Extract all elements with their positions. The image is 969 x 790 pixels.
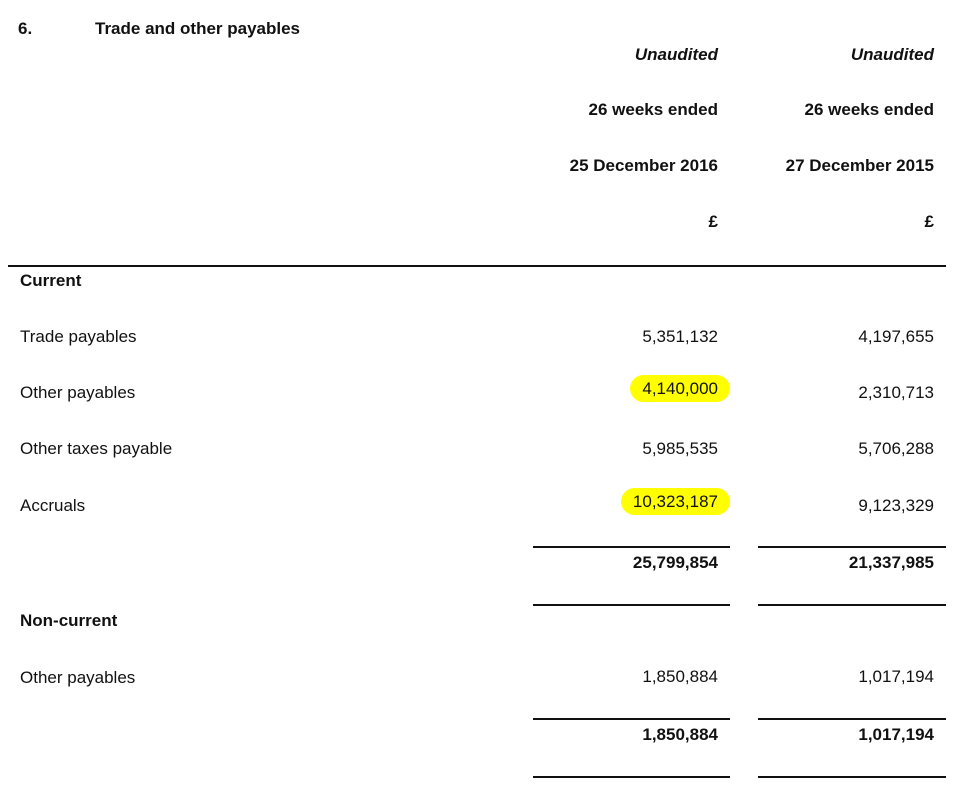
other-payables-2016: 4,140,000	[630, 375, 730, 402]
row-label-trade-payables: Trade payables	[20, 327, 137, 346]
non-current-total-bottom-rule-col2	[758, 776, 946, 778]
non-current-total-bottom-rule-col1	[533, 776, 730, 778]
col2-status: Unaudited	[850, 45, 934, 64]
non-current-total-top-rule-col1	[533, 718, 730, 720]
current-total-2016: 25,799,854	[632, 553, 718, 572]
col1-period: 26 weeks ended	[588, 100, 718, 119]
other-payables-2016-highlight	[630, 379, 730, 399]
non-current-other-payables-2015: 1,017,194	[858, 667, 934, 686]
row-label-non-current-other-payables: Other payables	[20, 668, 136, 687]
note-title: Trade and other payables	[95, 19, 301, 38]
row-label-other-payables: Other payables	[20, 383, 136, 402]
accruals-2016-highlight	[621, 492, 730, 512]
trade-payables-2016: 5,351,132	[642, 327, 718, 346]
current-total-2015: 21,337,985	[848, 553, 934, 572]
accruals-2015: 9,123,329	[858, 496, 934, 515]
non-current-other-payables-2016: 1,850,884	[642, 667, 718, 686]
section-heading-current: Current	[20, 271, 82, 290]
col1-status: Unaudited	[634, 45, 718, 64]
col2-date: 27 December 2015	[785, 156, 934, 175]
non-current-total-top-rule-col2	[758, 718, 946, 720]
current-total-bottom-rule-col1	[533, 604, 730, 606]
col2-currency: £	[924, 212, 934, 231]
section-heading-non-current: Non-current	[20, 611, 118, 630]
col1-currency: £	[708, 212, 718, 231]
other-taxes-payable-2016: 5,985,535	[642, 439, 718, 458]
row-label-accruals: Accruals	[20, 496, 86, 515]
col1-date: 25 December 2016	[569, 156, 718, 175]
current-total-top-rule-col2	[758, 546, 946, 548]
header-rule	[8, 265, 946, 267]
trade-payables-2015: 4,197,655	[858, 327, 934, 346]
other-taxes-payable-2015: 5,706,288	[858, 439, 934, 458]
accruals-2016: 10,323,187	[621, 488, 730, 515]
current-total-bottom-rule-col2	[758, 604, 946, 606]
non-current-total-2016: 1,850,884	[642, 725, 718, 744]
other-payables-2015: 2,310,713	[858, 383, 934, 402]
col2-period: 26 weeks ended	[804, 100, 934, 119]
current-total-top-rule-col1	[533, 546, 730, 548]
note-number: 6.	[18, 19, 33, 38]
row-label-other-taxes-payable: Other taxes payable	[20, 439, 173, 458]
non-current-total-2015: 1,017,194	[858, 725, 934, 744]
